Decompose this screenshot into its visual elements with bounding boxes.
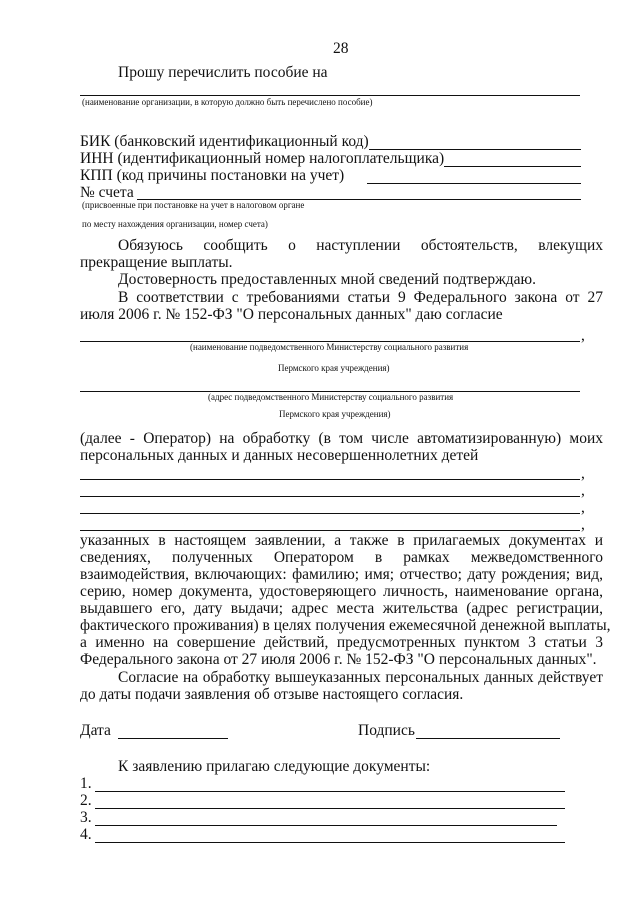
body-line-7: а именно на совершение действий, предусмотренных пунктом 3 статьи 3 xyxy=(80,634,603,651)
comma: , xyxy=(581,465,585,482)
validity-line-1: Согласие на обработку вышеуказанных персональных данных действует xyxy=(118,669,603,686)
org-caption: (наименование организации, в которую должно быть перечислено пособие) xyxy=(82,97,373,107)
bik-label: БИК (банковский идентификационный код) xyxy=(80,133,369,150)
date-label: Дата xyxy=(80,722,111,739)
body-line-6: фактического проживания) в целях получения ежемесячной денежной выплаты, xyxy=(80,617,611,634)
operator-line-1: (далее - Оператор) на обработку (в том числе автоматизированную) моих xyxy=(80,430,603,447)
attach-field-2[interactable] xyxy=(95,808,565,809)
attach-number-1: 1. xyxy=(80,775,92,792)
oblige-line-1: Обязуюсь сообщить о наступлении обстоятельств, влекущих xyxy=(118,237,603,254)
attach-field-3[interactable] xyxy=(95,825,557,826)
signature-field[interactable] xyxy=(416,738,560,739)
attach-number-3: 3. xyxy=(80,809,92,826)
child-field-2[interactable] xyxy=(80,496,580,497)
body-line-2: сведениях, полученных Оператором в рамках межведомственного xyxy=(80,549,603,566)
org-name-field[interactable] xyxy=(80,95,580,96)
inn-label: ИНН (идентификационный номер налогоплательщика) xyxy=(80,150,445,167)
kpp-field[interactable] xyxy=(367,183,581,184)
operator-line-2: персональных данных и данных несовершеннолетних детей xyxy=(80,447,479,464)
comma: , xyxy=(581,482,585,499)
address-caption-2: Пермского края учреждения) xyxy=(279,409,391,419)
attach-number-4: 4. xyxy=(80,826,92,843)
child-field-1[interactable] xyxy=(80,479,580,480)
consent-line-1: В соответствии с требованиями статьи 9 Федерального закона от 27 xyxy=(118,289,603,306)
account-label: № счета xyxy=(80,184,134,201)
attach-field-1[interactable] xyxy=(95,791,565,792)
body-last-line: Федерального закона от 27 июля 2006 г. № 152-ФЗ "О персональных данных". xyxy=(80,651,597,668)
comma: , xyxy=(581,499,585,516)
dept-caption-2: Пермского края учреждения) xyxy=(278,363,390,373)
body-line-4: серию, номер документа, удостоверяющего личность, наименование органа, xyxy=(80,583,603,600)
date-field[interactable] xyxy=(118,738,228,739)
body-line-5: выдавшего его, дату выдачи; адрес места жительства (адрес регистрации, xyxy=(80,600,603,617)
page-number: 28 xyxy=(333,40,349,57)
request-line: Прошу перечислить пособие на xyxy=(118,64,328,81)
confirm-line: Достоверность предоставленных мной сведений подтверждаю. xyxy=(118,271,536,288)
oblige-line-2: прекращение выплаты. xyxy=(80,254,233,271)
child-field-4[interactable] xyxy=(80,530,580,531)
child-field-3[interactable] xyxy=(80,513,580,514)
signature-label: Подпись xyxy=(358,722,415,739)
attach-number-2: 2. xyxy=(80,792,92,809)
body-line-3: взаимодействия, включающих: фамилию; имя; отчество; дату рождения; вид, xyxy=(80,566,603,583)
body-line-1: указанных в настоящем заявлении, а также в прилагаемых документах и xyxy=(80,532,603,549)
kpp-label: КПП (код причины постановки на учет) xyxy=(80,167,345,184)
comma: , xyxy=(581,516,585,533)
attach-title: К заявлению прилагаю следующие документы: xyxy=(118,758,431,775)
address-caption-1: (адрес подведомственного Министерству социального развития xyxy=(208,392,454,402)
account-caption-1: (присвоенные при постановке на учет в налоговом органе xyxy=(82,200,305,210)
account-caption-2: по месту нахождения организации, номер счета) xyxy=(82,219,268,229)
validity-line-2: до даты подачи заявления об отзыве настоящего согласия. xyxy=(80,686,464,703)
inn-field[interactable] xyxy=(444,166,581,167)
consent-line-2: июля 2006 г. № 152-ФЗ "О персональных данных" даю согласие xyxy=(80,306,503,323)
comma: , xyxy=(581,327,585,344)
attach-field-4[interactable] xyxy=(95,842,565,843)
dept-caption-1: (наименование подведомственного Министерству социального развития xyxy=(190,342,469,352)
